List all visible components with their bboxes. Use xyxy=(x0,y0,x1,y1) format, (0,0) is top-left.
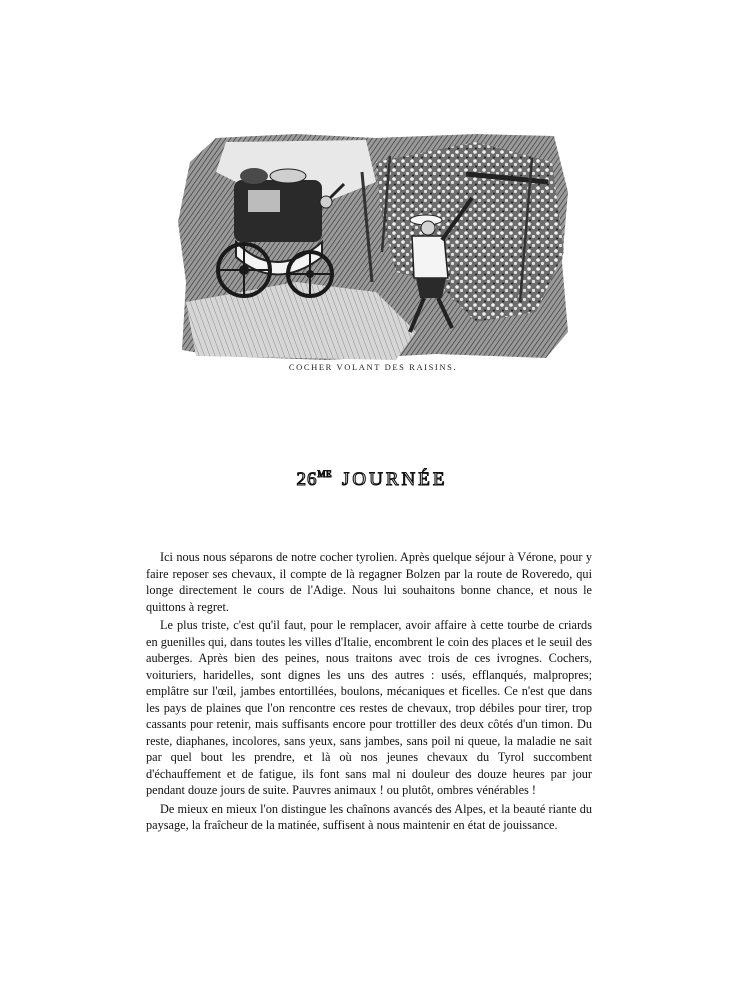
body-text xyxy=(146,549,592,836)
chapter-heading xyxy=(0,469,744,491)
paragraph: Le plus triste, c'est qu'il faut, pour le remplacer, avoir affaire à cette tourbe de criards en guenilles qui, dans toutes les villes d'Italie, encombrent le coin des places et le seuil des auberges. Après bien des peines, nous traitons avec trois de ces ivrognes. Cochers, voituriers, haridelles, sont dignes les uns des autres : usés, efflanqués, malpropres; emplâtre sur l'œil, jambes entortillées, boulons, mécaniques et ficelles. Ce n'est que dans les pays de plaines que l'on rencontre ces restes de chevaux, trop débiles pour tirer, trop cassants pour retenir, mais suffisants encore pour trottiller des deux côtés d'un timon. Du reste, diaphanes, incolores, sans yeux, sans jambes, sans poil ni queue, la maladie ne sait par quel bout les prendre, et là où nos jeunes chevaux du Tyrol succombent d'échauffement et de fatigue, ils font sans mal ni douleur des douze heures par jour pendant douze jours de suite. Pauvres animaux ! ou plutôt, ombres vénérables ! xyxy=(146,618,592,797)
paragraph: Ici nous nous séparons de notre cocher tyrolien. Après quelque séjour à Vérone, pour y faire reposer ses chevaux, il compte de là regagner Bolzen par la route de Roveredo, qui longe directement le cours de l'Adige. Nous lui souhaitons bonne chance, et nous le quittons à regret. xyxy=(146,550,592,614)
chapter-number-suffix: ME xyxy=(317,469,333,479)
paragraph: De mieux en mieux l'on distingue les chaînons avancés des Alpes, et la beauté riante du paysage, la fraîcheur de la matinée, suffisent à nous maintenir en état de jouissance. xyxy=(146,801,592,832)
chapter-number: 26 xyxy=(296,469,318,490)
chapter-title-word: JOURNÉE xyxy=(342,469,448,490)
illustration-caption: COCHER VOLANT DES RAISINS. xyxy=(288,362,458,372)
stagecoach-engraving-image xyxy=(176,132,570,364)
